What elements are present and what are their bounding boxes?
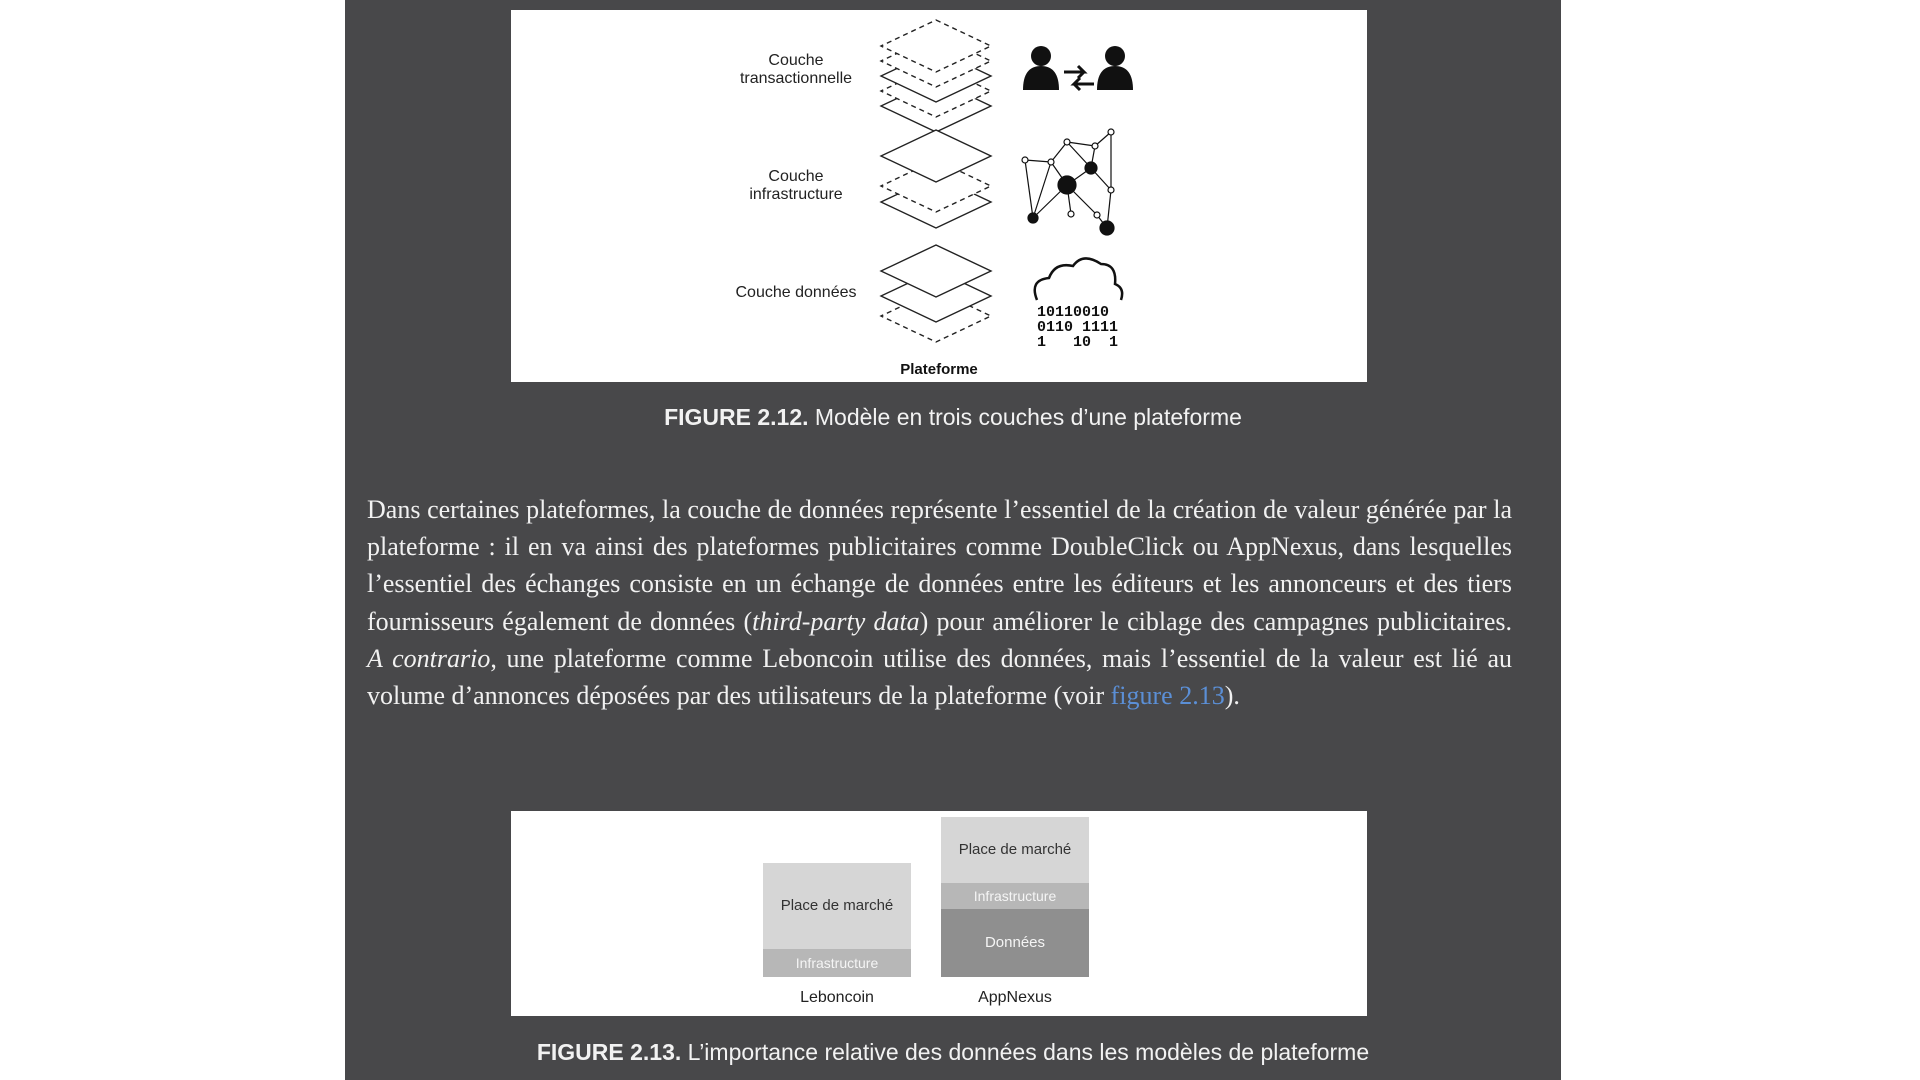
cloud-data-icon bbox=[1035, 258, 1122, 300]
leboncoin-label: Leboncoin bbox=[800, 989, 874, 1006]
layer-stack-data bbox=[881, 245, 991, 342]
binary-row-2: 0110 1111 bbox=[1037, 319, 1119, 336]
figure-2-13 bbox=[511, 811, 1367, 1016]
appnexus-label: AppNexus bbox=[978, 989, 1052, 1006]
layer-stack-infrastructure bbox=[881, 130, 991, 228]
figure-2-12-caption: FIGURE 2.12. Modèle en trois couches d’une plateforme bbox=[664, 404, 1242, 430]
appnexus-marketplace-block: Place de marché bbox=[941, 817, 1089, 883]
layer-label-infrastructure: Couche infrastructure bbox=[749, 168, 843, 203]
appnexus-data-block: Données bbox=[941, 909, 1089, 977]
leboncoin-marketplace-block: Place de marché bbox=[763, 863, 911, 949]
layer-label-data: Couche données bbox=[735, 284, 857, 301]
leboncoin-infrastructure-block: Infrastructure bbox=[763, 949, 911, 977]
appnexus-infrastructure-block: Infrastructure bbox=[941, 883, 1089, 909]
figure-2-13-link[interactable]: figure 2.13 bbox=[1110, 681, 1225, 711]
platform-base-label: Plateforme bbox=[900, 361, 978, 378]
figure-2-13-caption: FIGURE 2.13. L’importance relative des données dans les modèles de plateforme bbox=[536, 1039, 1370, 1065]
binary-row-3: 1 10 1 bbox=[1037, 334, 1119, 351]
binary-row-1: 10110010 bbox=[1037, 304, 1110, 321]
users-exchange-icon bbox=[1023, 46, 1133, 90]
figure-2-12 bbox=[511, 10, 1367, 382]
layer-diagram bbox=[511, 10, 1367, 382]
layer-label-transactional: Couche transactionnelle bbox=[739, 52, 853, 87]
layer-stack-transactional bbox=[881, 20, 991, 132]
body-paragraph: Dans certaines plateformes, la couche de données représente l’essentiel de la création de valeur générée par la plateforme : il en va ainsi des plateformes publicitaires comme DoubleClick ou AppNexus, dans lesquelles l’essentiel des échanges consiste en un échange de données entre les éditeurs et les annonceurs et des tiers fournisseurs également de données (third-party data) pour améliorer le ciblage des campagnes publicitaires. A contrario, une plateforme comme Leboncoin utilise des données, mais l’essentiel de la valeur est lié au volume d’annonces déposées par des utilisateurs de la plateforme (voir figure 2.13). bbox=[367, 495, 1512, 711]
document-page bbox=[345, 0, 1561, 1080]
network-icon bbox=[1022, 129, 1114, 235]
